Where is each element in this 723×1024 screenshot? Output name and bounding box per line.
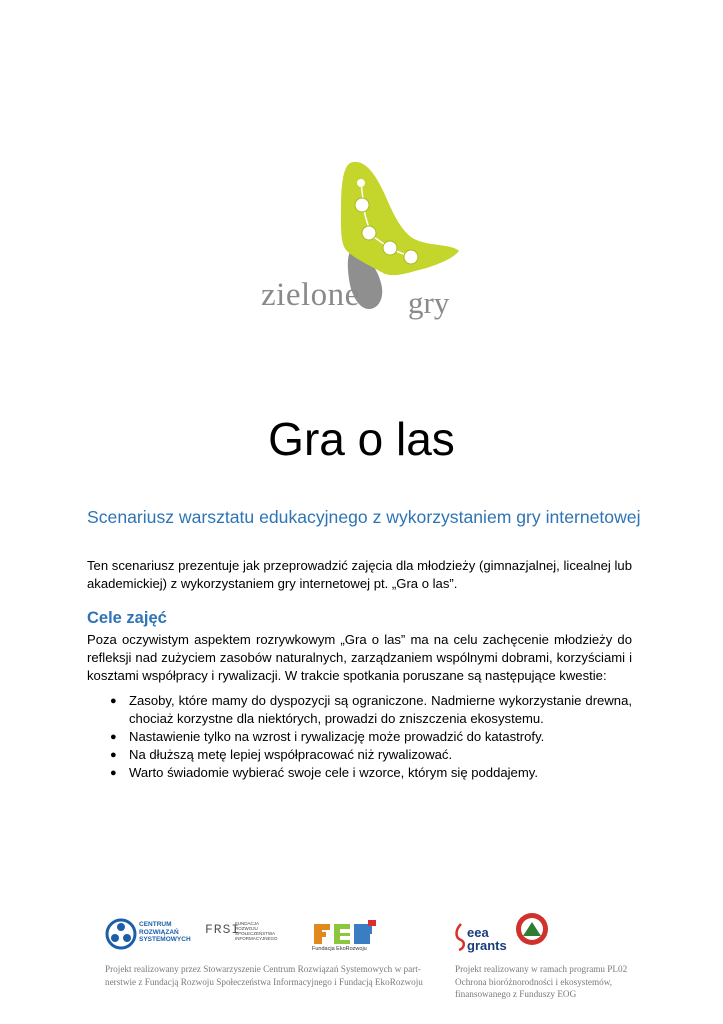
bullet-icon: ● [110,749,117,761]
footer-text-right: Projekt realizowany w ramach programu PL02 Ochrona bioróżnorodności i ekosystemów, finansowanego z Funduszy EOG [455,964,628,999]
bullet-icon: ● [110,695,117,707]
pl02-program-emblem [515,912,549,946]
eea-grants-text: eea grants [467,925,507,953]
zielone-gry-logo [255,155,465,320]
page-title: Gra o las [268,413,455,465]
list-item [87,692,632,728]
list-item [87,764,632,782]
frsi-logo-subtext: FUNDACJA ROZWOJU SPOŁECZEŃSTWA INFORMACYJNEGO [235,921,278,941]
list-item [87,746,632,764]
footer-logos [0,910,723,960]
list-item-text: Nastawienie tylko na wzrost i rywalizację może prowadzić do katastrofy. [129,729,545,744]
eea-swirl-icon [455,922,467,952]
fer-logo-mark [312,920,378,946]
footer-text-left: Projekt realizowany przez Stowarzyszenie Centrum Rozwiązań Systemowych w part- nerstwie z Fundacją Rozwoju Społeczeństwa Informacyjnego i Fundacją EkoRozwoju [105,964,423,987]
section-paragraph: Poza oczywistym aspektem rozrywkowym „Gra o las” ma na celu zachęcenie młodzieży do refleksji nad zużyciem zasobów naturalnych, zarządzaniem wspólnymi dobrami, korzyściami i kosztami współpracy i rywalizacji. W trakcie spotkania poruszane są następujące kwestie: [87,632,632,683]
crs-logo [105,916,195,954]
fer-logo [312,920,382,955]
eea-grants-logo [455,914,515,956]
crs-emblem-icon [105,918,137,950]
frsi-logo-mark: FRSI [205,922,241,937]
crs-logo-text: CENTRUM ROZWIĄZAŃ SYSTEMOWYCH [139,921,191,943]
logo-word-zielone: zielone [261,277,360,313]
intro-paragraph: Ten scenariusz prezentuje jak przeprowadzić zajęcia dla młodzieży (gimnazjalnej, licealnej lub akademickiej) z wykorzystaniem gry internetowej pt. „Gra o las”. [87,558,632,591]
logo-word-gry: gry [408,285,450,320]
program-emblem-icon [515,912,549,946]
frsi-logo [205,920,280,950]
section-heading: Cele zajęć [87,609,167,627]
list-item-text: Zasoby, które mamy do dyspozycji są ograniczone. Nadmierne wykorzystanie drewna, chociaż korzystne dla niektórych, prowadzi do zniszczenia ekosystemu. [129,693,632,726]
page-subtitle: Scenariusz warsztatu edukacyjnego z wykorzystaniem gry internetowej [87,507,641,527]
fer-logo-subtext: Fundacja EkoRozwoju [312,946,367,952]
list-item-text: Warto świadomie wybierać swoje cele i wzorce, którym się poddajemy. [129,765,538,780]
list-item-text: Na dłuższą metę lepiej współpracować niż rywalizować. [129,747,453,762]
bullet-icon: ● [110,731,117,743]
issues-list [87,692,632,782]
list-item [87,728,632,746]
bullet-icon: ● [110,767,117,779]
